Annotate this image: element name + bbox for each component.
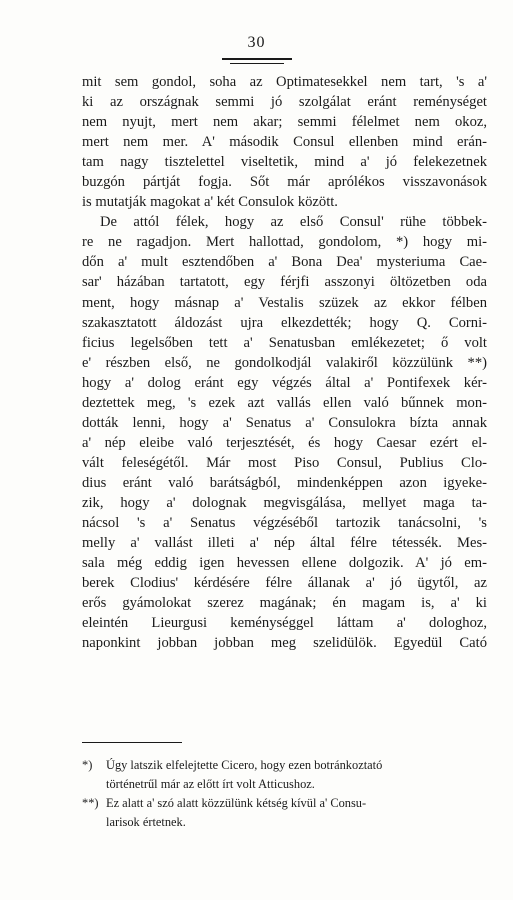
- header-rule: [222, 58, 292, 60]
- footnote-1-text: Úgy latszik elfelejtette Cicero, hogy ezen botránkoztató: [106, 758, 383, 772]
- footnote-2-line: [82, 794, 487, 813]
- footnote-1-mark: *): [82, 758, 93, 772]
- text-line: zik, hogy a' dolognak megvisgálása, mellyet maga ta-: [82, 494, 487, 511]
- header-rule-thin: [230, 63, 284, 64]
- text-line: vált feleségétől. Már most Piso Consul, Publius Clo-: [82, 454, 487, 471]
- text-line: naponkint jobban jobban meg szelidülök. Egyedül Cató: [82, 635, 487, 652]
- text-line: mit sem gondol, soha az Optimatesekkel nem tart, 's a': [82, 74, 487, 90]
- footnote-rule: [82, 742, 182, 743]
- footnote-1-line: [82, 756, 487, 775]
- text-line: berek Clodius' kérdésére félre állanak a' jó ügytől, az: [82, 575, 487, 592]
- text-line: hogy a' dolog eránt egy végzés által a' Pontifexek kér-: [82, 374, 487, 391]
- text-line: nem nyujt, mert nem akar; semmi félelmet nem okoz,: [82, 114, 487, 131]
- text-line: mert nem mer. A' második Consul ellenben mind erán-: [82, 134, 487, 151]
- text-line: dőn a' mult esztendőben a' Bona Dea' mysteriuma Cae-: [82, 254, 487, 271]
- footnote-2-text: Ez alatt a' szó alatt közzülünk kétség kívül a' Consu-: [106, 796, 367, 810]
- text-line: deztettek meg, 's ezek azt vallás ellen való bűnnek mon-: [82, 394, 487, 411]
- text-line: buzgón pártját fogja. Sőt már aprólékos visszavonások: [82, 174, 487, 191]
- footnotes: [82, 756, 487, 832]
- text-line: sar' házában tartatott, egy férjfi asszonyi öltözetben oda: [82, 274, 487, 291]
- footnote-2-continuation: larisok értetnek.: [106, 815, 186, 829]
- text-line: e' részben első, ne gondolkodjál valakiről közzülünk **): [82, 354, 487, 371]
- text-line: sala még eddig igen hevessen ellene dolgozik. A' jó em-: [82, 555, 487, 572]
- text-line: ki az országnak semmi jó szolgálat eránt reménységet: [82, 94, 487, 111]
- text-line: dius eránt való barátságból, mindenképpen azon igyeke-: [82, 474, 487, 491]
- footnote-1-continuation: történetrűl már az előtt írt volt Atticushoz.: [106, 777, 315, 791]
- text-line: tam nagy tisztelettel viseltetik, mind a' jó felekezetnek: [82, 154, 487, 171]
- text-line: dották lenni, hogy a' Senatus a' Consulokra bízta annak: [82, 414, 487, 431]
- text-line: nácsol 's a' Senatus végzéséből tartozik tanácsolni, 's: [82, 515, 487, 532]
- text-line: re ne ragadjon. Mert hallottad, gondolom, *) hogy mi-: [82, 234, 487, 251]
- text-line: is mutatják magokat a' két Consulok között.: [82, 194, 338, 211]
- text-line: ment, hogy másnap a' Vestalis szüzek az ekkor félben: [82, 294, 487, 311]
- text-line: erős gyámolokat szerez magának; én magam is, a' ki: [82, 595, 487, 612]
- text-line: eleintén Lieurgusi keménységgel láttam a' dologhoz,: [82, 615, 487, 632]
- text-line: melly a' vallást illeti a' nép által félre tétessék. Mes-: [82, 535, 487, 552]
- footnote-2-mark: **): [82, 796, 99, 810]
- text-line: szakasztatott áldozást ujra elkezdették; hogy Q. Corni-: [82, 314, 487, 331]
- text-line: a' nép eleibe való terjesztését, és hogy Caesar ezért el-: [82, 434, 487, 451]
- main-text: [82, 72, 487, 653]
- text-line: De attól félek, hogy az első Consul' rühe többek-: [100, 214, 487, 231]
- page-number: 30: [247, 34, 266, 51]
- text-line: ficius legelsőben tett a' Senatusban emlékezetet; ő volt: [82, 334, 487, 351]
